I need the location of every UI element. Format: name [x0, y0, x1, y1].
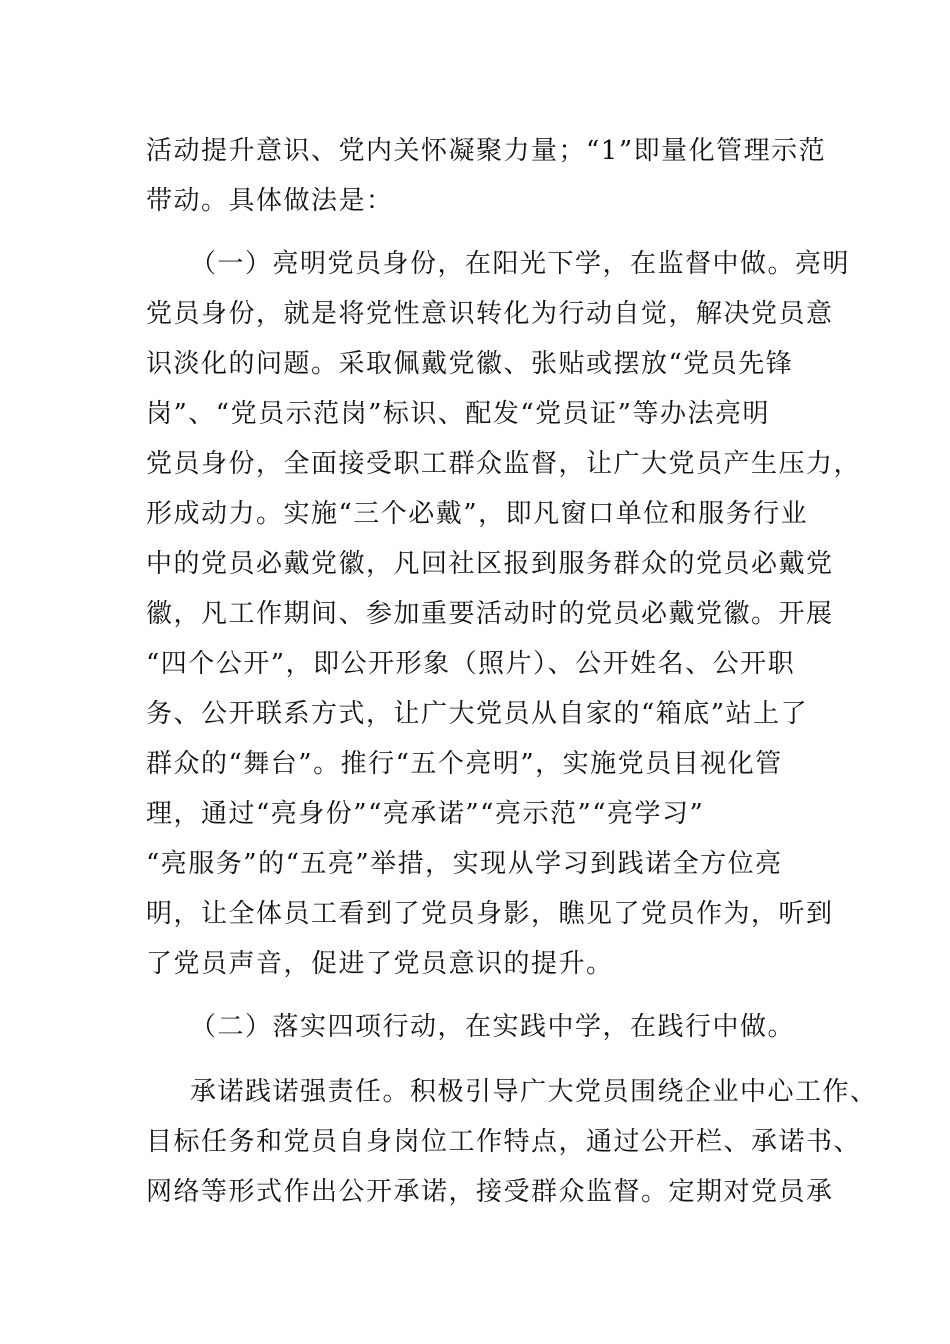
text-line: 务、公开联系方式，让广大党员从自家的“箱底”站上了: [146, 699, 809, 729]
section-heading-2: （二）落实四项行动，在实践中学，在践行中做。: [190, 1012, 796, 1042]
text-line: 党员身份，就是将党性意识转化为行动自觉，解决党员意: [146, 299, 834, 329]
text-line: 识淡化的问题。采取佩戴党徽、张贴或摆放“党员先锋: [146, 349, 794, 379]
text-line: 网络等形式作出公开承诺，接受群众监督。定期对党员承: [146, 1177, 834, 1207]
text-line: 中的党员必戴党徽，凡回社区报到服务群众的党员必戴党: [146, 549, 834, 579]
text-line: 徽，凡工作期间、参加重要活动时的党员必戴党徽。开展: [146, 599, 834, 629]
text-line: 岗”、“党员示范岗”标识、配发“党员证”等办法亮明: [146, 399, 770, 429]
text-line: “亮服务”的“五亮”举措，实现从学习到践诺全方位亮: [146, 849, 783, 879]
text-line: 明，让全体员工看到了党员身影，瞧见了党员作为，听到: [146, 899, 834, 929]
section-heading-1: （一）亮明党员身份，在阳光下学，在监督中做。亮明: [190, 249, 851, 279]
text-line: 带动。具体做法是：: [146, 186, 394, 216]
text-line: “四个公开”，即公开形象（照片）、公开姓名、公开职: [146, 649, 796, 679]
text-line: 了党员声音，促进了党员意识的提升。: [146, 949, 614, 979]
text-line: 群众的“舞台”。推行“五个亮明”，实施党员目视化管: [146, 749, 783, 779]
text-line: 党员身份，全面接受职工群众监督，让广大党员产生压力，: [146, 449, 862, 479]
text-line: 目标任务和党员自身岗位工作特点，通过公开栏、承诺书、: [146, 1127, 862, 1157]
text-line: 理，通过“亮身份”“亮承诺”“亮示范”“亮学习”: [146, 799, 705, 829]
text-line: 活动提升意识、党内关怀凝聚力量；“1”即量化管理示范: [146, 136, 827, 166]
text-line: 形成动力。实施“三个必戴”，即凡窗口单位和服务行业: [146, 499, 809, 529]
paragraph-first-line: 承诺践诺强责任。积极引导广大党员围绕企业中心工作、: [190, 1077, 878, 1107]
